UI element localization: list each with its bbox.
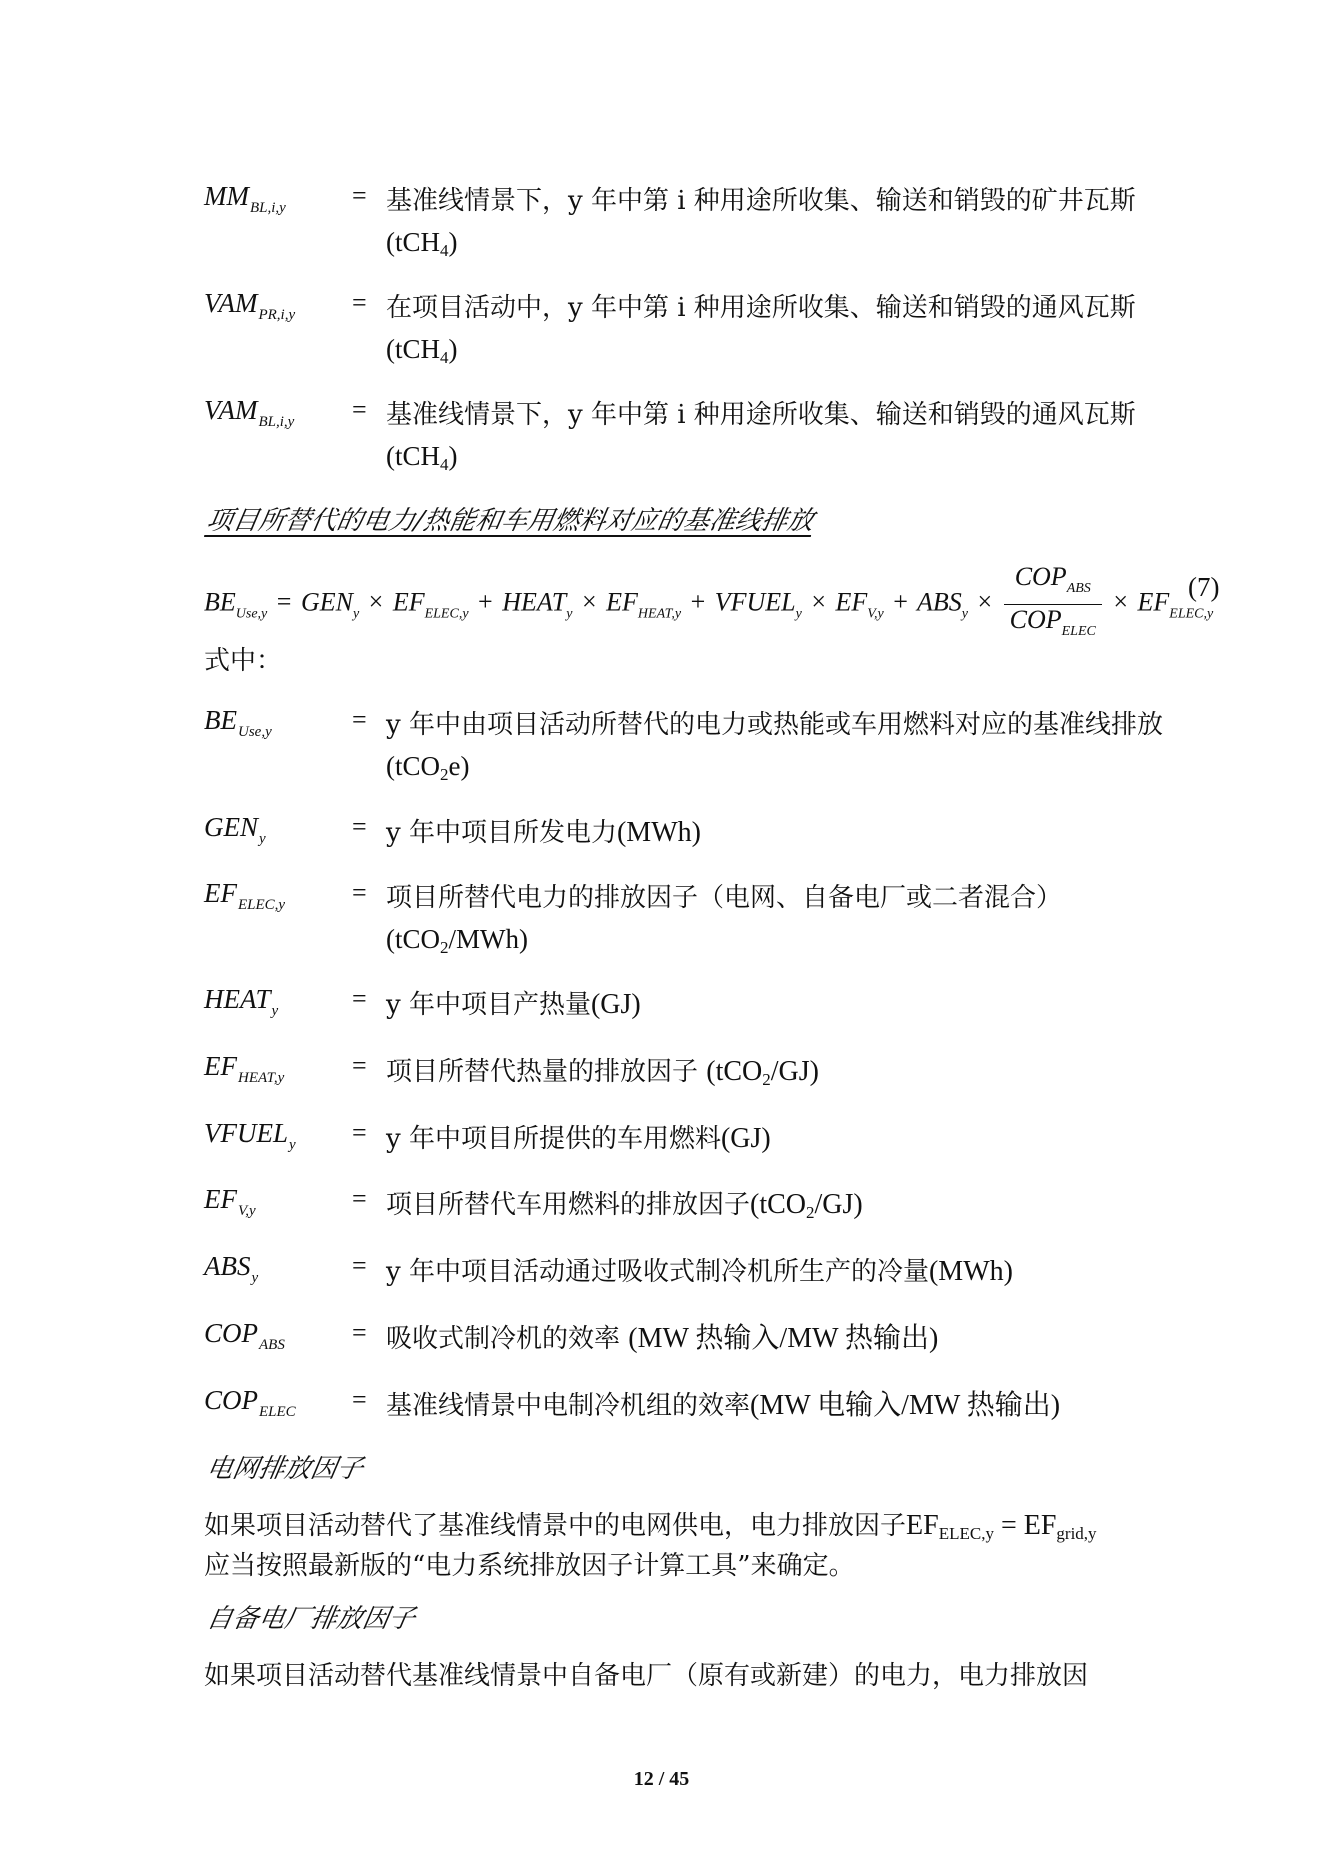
def-row-be-use (204, 705, 1204, 785)
grid-paragraph-line-2: 应当按照最新版的“电力系统排放因子计算工具”来确定。 (204, 1551, 855, 1581)
def-row-cop-elec (204, 1385, 1204, 1429)
def-row-heat (204, 984, 1204, 1028)
def-description: 项目所替代热量的排放因子 (tCO$_2$/GJ) (386, 1056, 819, 1089)
def-description: y 年中项目所发电力(MWh) (386, 817, 701, 848)
equation-7: $BE_{Use,y} = GEN_y \times EF_{ELEC,y}$ + $HEAT_y \times EF_{HEAT,y}$ + $VFUEL_y \times EF_{V,y} + ABS_y$ × $\frac{COP_{ABS}}{COP_{ELEC}}$ × $EF_{ELEC,y}$ (204, 562, 1213, 632)
cop-fraction: $\frac{COP_{ABS}}{COP_{ELEC}}$ (1004, 562, 1102, 647)
def-symbol: $HEAT_y$ (204, 984, 279, 1019)
def-symbol: $VAM_{PR,i,y}$ (204, 288, 296, 323)
def-symbol: $ABS_y$ (204, 1251, 259, 1286)
def-equals: = (352, 1184, 367, 1213)
def-row-vam-pr (204, 288, 1204, 368)
def-row-ef-v (204, 1184, 1204, 1228)
def-symbol: $VFUEL_y$ (204, 1118, 296, 1153)
def-row-ef-heat (204, 1051, 1204, 1095)
def-equals: = (352, 1051, 367, 1080)
def-symbol: $COP_{ABS}$ (204, 1318, 285, 1353)
def-description: 在项目活动中，y 年中第 i 种用途所收集、输送和销毁的通风瓦斯 (tCH$_4$) (386, 293, 1136, 367)
def-equals: = (352, 984, 367, 1013)
def-equals: = (352, 288, 367, 317)
def-equals: = (352, 1385, 367, 1414)
grid-paragraph-line-1: 如果项目活动替代了基准线情景中的电网供电，电力排放因子$EF_{ELEC,y} = EF_{grid,y}$ (204, 1510, 1097, 1543)
def-description: 项目所替代电力的排放因子（电网、自备电厂或二者混合） (tCO$_2$/MWh) (386, 883, 1063, 957)
def-equals: = (352, 1318, 367, 1347)
def-description: 基准线情景下，y 年中第 i 种用途所收集、输送和销毁的矿井瓦斯 (tCH$_4$) (386, 186, 1136, 260)
def-row-vam-bl (204, 395, 1204, 475)
def-symbol: $BE_{Use,y}$ (204, 705, 272, 740)
def-equals: = (352, 812, 367, 841)
def-equals: = (352, 878, 367, 907)
def-row-abs (204, 1251, 1204, 1295)
def-description: 项目所替代车用燃料的排放因子(tCO$_2$/GJ) (386, 1189, 863, 1222)
def-symbol: $EF_{ELEC,y}$ (204, 878, 286, 913)
equation-number: (7) (1188, 572, 1220, 602)
def-equals: = (352, 395, 367, 424)
def-description: 吸收式制冷机的效率 (MW 热输入/MW 热输出) (386, 1323, 939, 1354)
def-symbol: $VAM_{BL,i,y}$ (204, 395, 295, 430)
captive-heading: 自备电厂排放因子 (204, 1604, 418, 1634)
page-number: 12 / 45 (633, 1768, 690, 1790)
def-equals: = (352, 181, 367, 210)
def-row-ef-elec (204, 878, 1204, 958)
def-description: y 年中由项目活动所替代的电力或热能或车用燃料对应的基准线排放 (tCO$_2$e) (386, 710, 1163, 784)
def-row-vfuel (204, 1118, 1204, 1162)
def-equals: = (352, 1251, 367, 1280)
def-description: 基准线情景下，y 年中第 i 种用途所收集、输送和销毁的通风瓦斯 (tCH$_4$) (386, 400, 1136, 474)
def-symbol: $EF_{HEAT,y}$ (204, 1051, 285, 1086)
def-symbol: $GEN_y$ (204, 812, 266, 847)
def-symbol: $MM_{BL,i,y}$ (204, 181, 286, 216)
def-symbol: $COP_{ELEC}$ (204, 1385, 296, 1420)
section-heading: 项目所替代的电力/热能和车用燃料对应的基准线排放 (204, 506, 817, 536)
def-equals: = (352, 705, 367, 734)
def-row-gen (204, 812, 1204, 856)
where-label: 式中： (204, 646, 283, 676)
def-symbol: $EF_{V,y}$ (204, 1184, 256, 1219)
def-equals: = (352, 1118, 367, 1147)
def-row-cop-abs (204, 1318, 1204, 1362)
grid-heading: 电网排放因子 (204, 1454, 366, 1484)
def-row-mm-bl (204, 181, 1204, 261)
captive-paragraph: 如果项目活动替代基准线情景中自备电厂（原有或新建）的电力，电力排放因 (204, 1661, 1089, 1691)
def-description: 基准线情景中电制冷机组的效率(MW 电输入/MW 热输出) (386, 1390, 1061, 1421)
def-description: y 年中项目活动通过吸收式制冷机所生产的冷量(MWh) (386, 1256, 1013, 1287)
def-description: y 年中项目产热量(GJ) (386, 989, 641, 1020)
def-description: y 年中项目所提供的车用燃料(GJ) (386, 1123, 771, 1154)
